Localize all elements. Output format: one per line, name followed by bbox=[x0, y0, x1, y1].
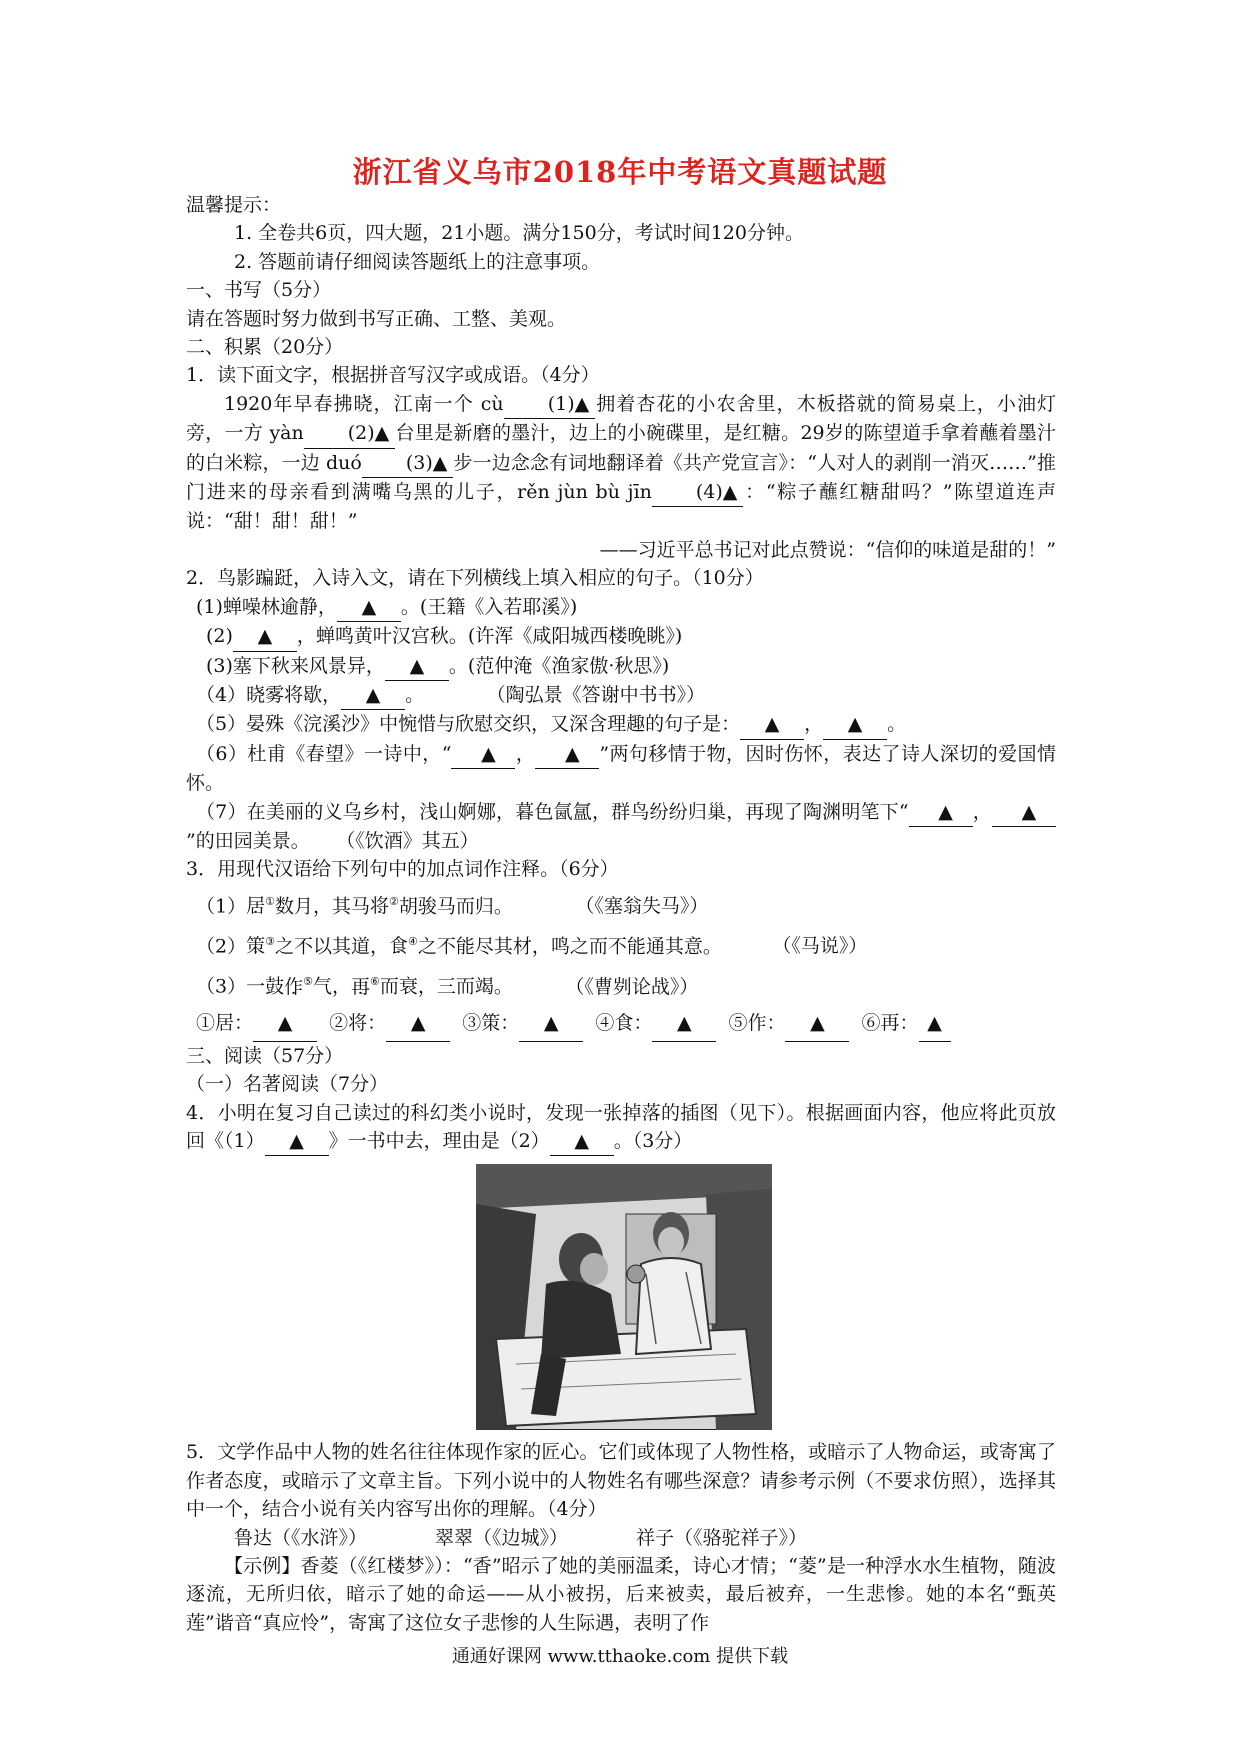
answer-blank[interactable]: ▲ bbox=[341, 681, 405, 710]
answer-blank[interactable]: ▲ bbox=[823, 710, 887, 739]
tip-1: 1. 全卷共6页，四大题，21小题。满分150分，考试时间120分钟。 bbox=[234, 222, 804, 245]
page-title: 浙江省义乌市2018年中考语文真题试题 bbox=[352, 155, 888, 189]
section-1-heading: 一、书写（5分） bbox=[186, 279, 332, 302]
page-footer: 通通好课网 www.tthaoke.com 提供下载 bbox=[451, 1646, 789, 1667]
section-2-heading: 二、积累（20分） bbox=[186, 336, 344, 359]
exam-content bbox=[186, 191, 1056, 1637]
tip-2: 2. 答题前请仔细阅读答题纸上的注意事项。 bbox=[234, 250, 601, 273]
question-2-stem: 2．鸟影蹁跹，入诗入文，请在下列横线上填入相应的句子。（10分） bbox=[186, 567, 764, 590]
answer-blank[interactable]: ▲ bbox=[519, 1005, 583, 1042]
question-5-names: 鲁达（《水浒》） 翠翠（《边城》） 祥子（《骆驼祥子》） bbox=[234, 1526, 808, 1549]
question-2-item-3: (3)塞下秋来风景异， ▲ 。(范仲淹《渔家傲·秋思》) bbox=[186, 652, 1056, 681]
answer-blank[interactable]: ▲ bbox=[451, 740, 515, 769]
answer-blank[interactable]: (1)▲ bbox=[504, 390, 596, 419]
answer-blank[interactable]: ▲ bbox=[919, 1005, 951, 1042]
question-1-stem: 1．读下面文字，根据拼音写汉字或成语。（4分） bbox=[186, 364, 600, 387]
question-3-sentence-3: （3）一鼓作⑤气，再⑥而衰，三而竭。 （《曹刿论战》） bbox=[196, 975, 699, 998]
question-2-item-4: （4）晓雾将歇， ▲ 。 （陶弘景《答谢中书书》） bbox=[186, 681, 1056, 710]
question-3-sentence-1: （1）居①数月，其马将②胡骏马而归。 （《塞翁失马》） bbox=[196, 894, 709, 918]
question-5-example: 【示例】香菱（《红楼梦》）：“香”昭示了她的美丽温柔，诗心才情；“菱”是一种浮水水生植物，随波逐流，无所归依，暗示了她的命运——从小被拐，后来被卖，最后被弃，一生悲惨。她的本名“甄英莲”谐音“真应怜”，寄寓了这位女子悲惨的人生际遇，表明了作 bbox=[186, 1554, 1056, 1634]
answer-blank[interactable]: ▲ bbox=[385, 652, 449, 681]
answer-blank[interactable]: (3)▲ bbox=[362, 449, 454, 478]
question-4: 4．小明在复习自己读过的科幻类小说时，发现一张掉落的插图（见下）。根据画面内容，他应将此页放回《（1） ▲ 》一书中去，理由是（2） ▲ 。（3分） bbox=[186, 1099, 1056, 1157]
answer-blank[interactable]: ▲ bbox=[909, 798, 973, 827]
question-3-sentence-2: （2）策③之不以其道，食④之不能尽其材，鸣之而不能通其意。 （《马说》） bbox=[196, 935, 868, 958]
question-2-item-2: (2) ▲ ，蝉鸣黄叶汉宫秋。(许浑《咸阳城西楼晚眺》) bbox=[186, 622, 1056, 651]
section-3-heading: 三、阅读（57分） bbox=[186, 1044, 344, 1067]
answer-blank[interactable]: ▲ bbox=[253, 1005, 317, 1042]
section-1-text: 请在答题时努力做到书写正确、工整、美观。 bbox=[186, 307, 567, 330]
question-3-stem: 3．用现代汉语给下列句中的加点词作注释。（6分） bbox=[186, 858, 619, 881]
answer-blank[interactable]: ▲ bbox=[550, 1127, 614, 1156]
answer-blank[interactable]: ▲ bbox=[992, 798, 1056, 827]
illustration-image bbox=[476, 1164, 772, 1430]
question-2-item-1: (1)蝉噪林逾静， ▲ 。(王籍《入若耶溪》) bbox=[186, 593, 1056, 622]
answer-blank[interactable]: ▲ bbox=[785, 1005, 849, 1042]
question-1-quote: ——习近平总书记对此点赞说：“信仰的味道是甜的！” bbox=[599, 538, 1056, 561]
question-2-item-7: （7）在美丽的义乌乡村，浅山婀娜，暮色氤氲，群鸟纷纷归巢，再现了陶渊明笔下“ ▲ ， ▲”的田园美景。 （《饮酒》其五） bbox=[186, 798, 1056, 856]
question-2-item-6: （6）杜甫《春望》一诗中，“ ▲ ， ▲ ”两句移情于物，因时伤怀，表达了诗人深切的爱国情怀。 bbox=[186, 740, 1056, 798]
question-2-item-5: （5）晏殊《浣溪沙》中惋惜与欣慰交织，又深含理趣的句子是： ▲ ， ▲ 。 bbox=[186, 710, 1056, 739]
question-1-passage: 1920年早春拂晓，江南一个 cù (1)▲ 拥着杏花的小农舍里，木板搭就的简易桌上，小油灯旁，一方 yàn (2)▲ 台里是新磨的墨汁，边上的小碗碟里，是红糖。29岁的陈望道手拿着蘸着墨汁的白米粽，一边 duó (3)▲ 步一边念念有词地翻译着《共产党宣言》：“人对人的剥削一消灭……”推门进来的母亲看到满嘴乌黑的儿子，rěn jùn bù jīn (4)▲ ：“粽子蘸红糖甜吗？”陈望道连声说：“甜！甜！甜！” bbox=[186, 390, 1056, 536]
answer-blank[interactable]: ▲ bbox=[233, 622, 297, 651]
answer-blank[interactable]: (2)▲ bbox=[304, 419, 396, 448]
tip-heading: 温馨提示： bbox=[186, 194, 282, 216]
answer-blank[interactable]: ▲ bbox=[740, 710, 804, 739]
question-5-stem: 5．文学作品中人物的姓名往往体现作家的匠心。它们或体现了人物性格，或暗示了人物命运，或寄寓了作者态度，或暗示了文章主旨。下列小说中的人物姓名有哪些深意？请参考示例（不要求仿照），选择其中一个，结合小说有关内容写出你的理解。（4分） bbox=[186, 1441, 1056, 1521]
answer-blank[interactable]: ▲ bbox=[652, 1005, 716, 1042]
answer-blank[interactable]: ▲ bbox=[265, 1127, 329, 1156]
answer-blank[interactable]: ▲ bbox=[386, 1005, 450, 1042]
question-3-answers: ①居： ▲ ②将： ▲ ③策： ▲ ④食： ▲ ⑤作： ▲ ⑥再： ▲ bbox=[186, 1005, 1056, 1042]
subsection-1-heading: （一）名著阅读（7分） bbox=[186, 1073, 389, 1096]
novel-illustration bbox=[476, 1164, 772, 1430]
answer-blank[interactable]: ▲ bbox=[535, 740, 599, 769]
answer-blank[interactable]: (4)▲ bbox=[652, 478, 744, 507]
answer-blank[interactable]: ▲ bbox=[337, 593, 401, 622]
